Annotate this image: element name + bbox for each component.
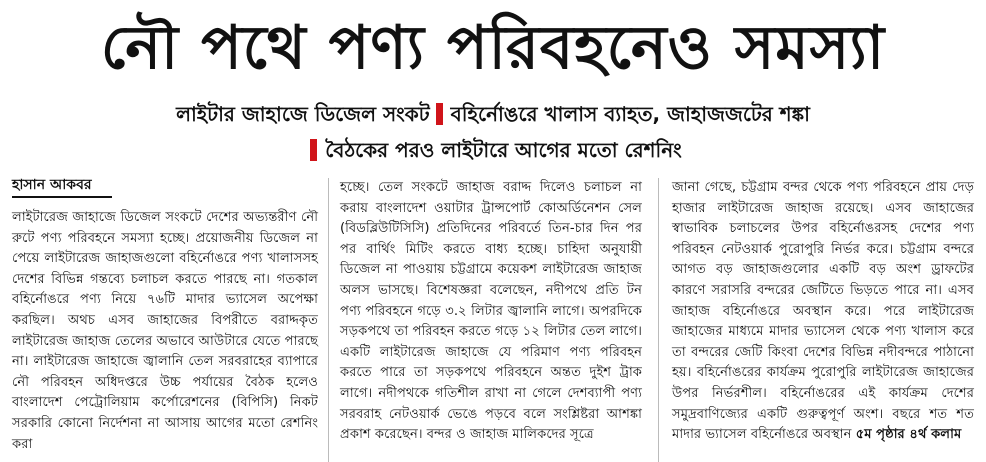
red-bar-marker xyxy=(436,103,443,125)
article-column-3-text: জানা গেছে, চট্টগ্রাম বন্দর থেকে পণ্য পরিবহনে প্রায় দেড় হাজার লাইটারেজ জাহাজ রয়েছে। এসব জাহাজের স্বাভাবিক চলাচলের উপর বহির্নোঙরসহ দেশের পণ্য পরিবহন নেটওয়ার্ক পুরোপুরি নির্ভর করে। চট্টগ্রাম বন্দরে আগত বড় জাহাজগুলোর একটি বড় অংশ ড্রাফটের কারণে সরাসরি বন্দরের জেটিতে ভিড়তে পারে না। এসব জাহাজ বহির্নোঙরে অবস্থান করে। পরে লাইটারেজ জাহাজের মাধ্যমে মাদার ভ্যাসেল থেকে পণ্য খালাস করে তা বন্দরের জেটি কিংবা দেশের বিভিন্ন নদীবন্দরে পাঠানো হয়। বহির্নোঙরের কার্যক্রম পুরোপুরি লাইটারেজ জাহাজের উপর নির্ভরশীল। বহির্নোঙরের এই কার্যক্রম দেশের সমুদ্রবাণিজ্যের একটি গুরুত্বপূর্ণ অংশ। বছরে শত শত মাদার ভ্যাসেল বহির্নোঙরে অবস্থান xyxy=(672,180,974,443)
article-column-3 xyxy=(672,178,974,446)
subheading-rationing: বৈঠকের পরও লাইটারে আগের মতো রেশনিং xyxy=(325,138,682,162)
red-bar-marker xyxy=(310,139,317,161)
column-divider xyxy=(328,178,329,462)
subheading-outer-anchorage: বহির্নোঙরে খালাস ব্যাহত, জাহাজজটের শঙ্কা xyxy=(450,102,810,126)
byline-underline xyxy=(12,196,112,198)
byline: হাসান আকবর xyxy=(12,177,92,193)
column-divider xyxy=(658,178,659,462)
subheading-line-1 xyxy=(0,100,986,128)
continued-page-reference: ৫ম পৃষ্ঠার ৪র্থ কলাম xyxy=(855,427,962,443)
subheading-diesel-crisis: লাইটার জাহাজে ডিজেল সংকট xyxy=(176,102,430,126)
subheading-line-2 xyxy=(0,136,986,164)
headline: নৌ পথে পণ্য পরিবহনেও সমস্যা xyxy=(100,13,886,83)
article-column-1: লাইটারেজ জাহাজে ডিজেল সংকটে দেশের অভ্যন্তরীণ নৌ রুটে পণ্য পরিবহনে সমস্যা হচ্ছে। প্রয়োজনীয় ডিজেল না পেয়ে লাইটারেজ জাহাজগুলো বহির্নোঙরে পণ্য খালাসসহ দেশের বিভিন্ন গন্তব্যে চলাচল করতে পারছে না। গতকাল বহির্নোঙরে পণ্য নিয়ে ৭৬টি মাদার ভ্যাসেল অপেক্ষা করছিল। অথচ এসব জাহাজের বিপরীতে বরাদ্দকৃত লাইটারেজ জাহাজ তেলের অভাবে আউটারে যেতে পারছে না। লাইটারেজ জাহাজে জ্বালানি তেল সরবরাহের ব্যাপারে নৌ পরিবহন অধিদপ্তরে উচ্চ পর্যায়ের বৈঠক হলেও বাংলাদেশ পেট্রোলিয়াম কর্পোরেশনের (বিপিসি) নিকট সরকারি কোনো নির্দেশনা না আসায় আগের মতো রেশনিং করা xyxy=(12,210,318,452)
article-column-2: হচ্ছে। তেল সংকটে জাহাজ বরাদ্দ দিলেও চলাচল না করায় বাংলাদেশ ওয়াটার ট্রান্সপোর্ট কোঅর্ডিনেশন সেল (বিডব্লিউটিসিসি) প্রতিদিনের পরিবর্তে তিন-চার দিন পর পর বার্থিং মিটিং করতে বাধ্য হচ্ছে। চাহিদা অনুযায়ী ডিজেল না পাওয়ায় চট্টগ্রামে কয়েকশ লাইটারেজ জাহাজ অলস ভাসছে। বিশেষজ্ঞরা বলেছেন, নদীপথে প্রতি টন পণ্য পরিবহনে গড়ে ৩.২ লিটার জ্বালানি লাগে। অপরদিকে সড়কপথে তা পরিবহন করতে গড়ে ১২ লিটার তেল লাগে। একটি লাইটারেজ জাহাজে যে পরিমাণ পণ্য পরিবহন করতে পারে তা সড়কপথে পরিবহনে অন্তত দুইশ ট্রাক লাগে। নদীপথকে গতিশীল রাখা না গেলে দেশব্যাপী পণ্য সরবরাহ নেটওয়ার্ক ভেঙে পড়বে বলে সংশ্লিষ্টরা আশঙ্কা প্রকাশ করেছেন। বন্দর ও জাহাজ মালিকদের সূত্রে xyxy=(340,180,642,443)
